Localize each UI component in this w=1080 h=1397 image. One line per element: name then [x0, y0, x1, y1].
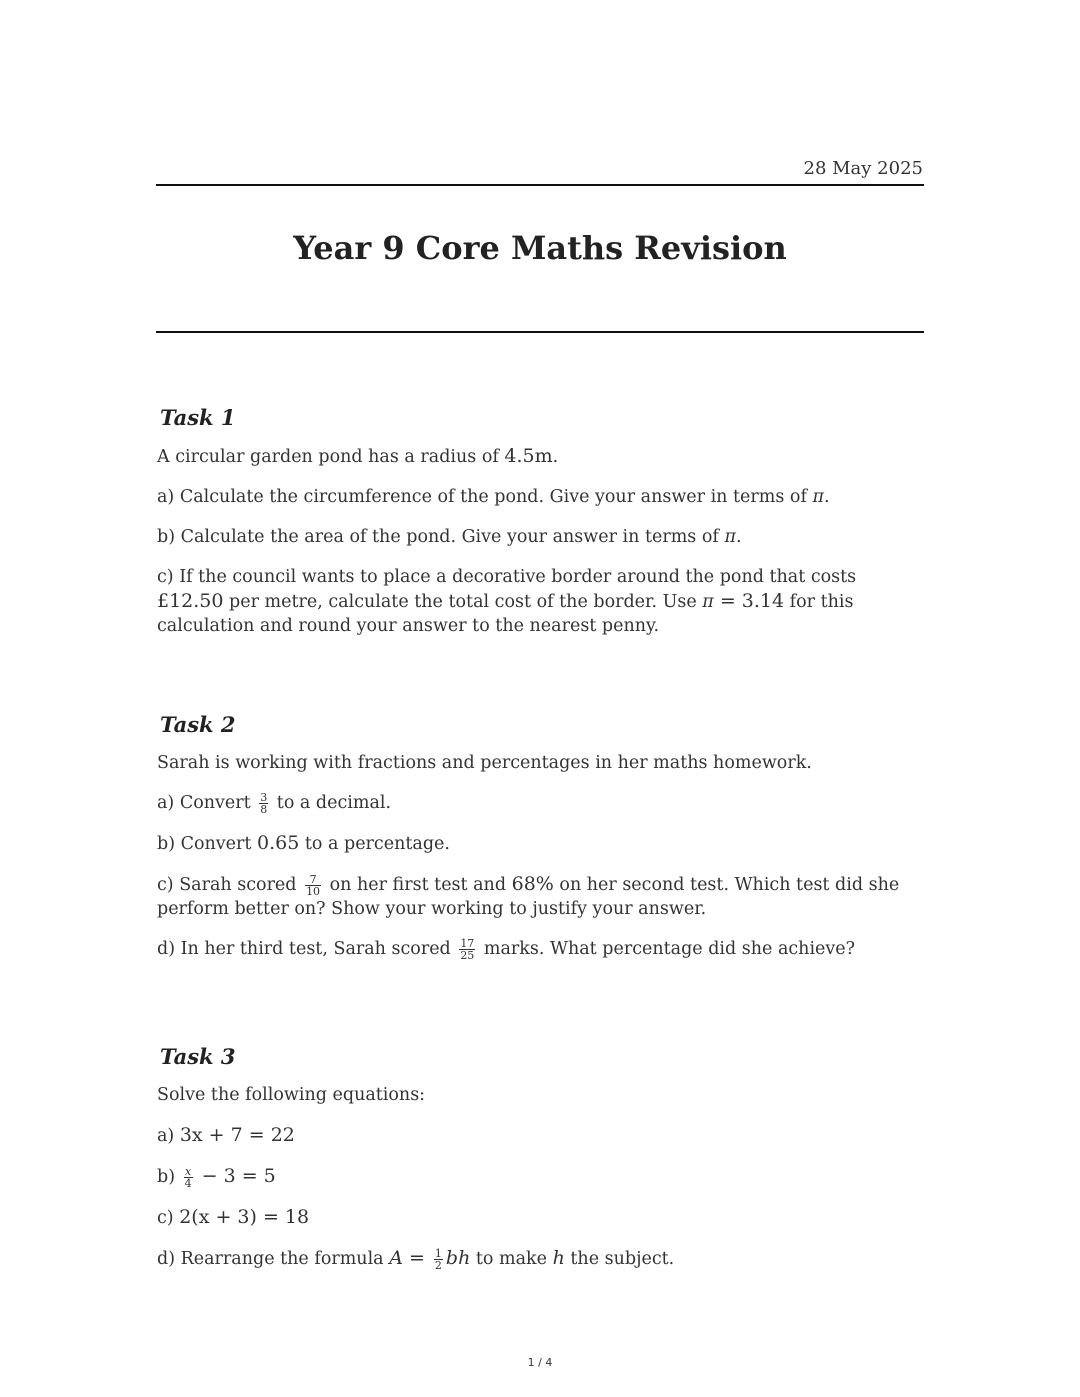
equation: − 3 = 5 — [195, 1165, 276, 1187]
text: to make — [470, 1249, 553, 1269]
text: on her first test and — [324, 875, 512, 895]
numerator: 17 — [460, 937, 475, 950]
pi-symbol: π — [702, 592, 714, 612]
numerator: 3 — [260, 791, 268, 804]
text: a) Convert — [157, 793, 257, 813]
fraction-x-4 — [184, 1166, 193, 1189]
text: d) In her third test, Sarah scored — [157, 939, 457, 959]
numerator: 7 — [305, 874, 321, 886]
task-3-question-c — [157, 1205, 925, 1230]
fraction-17-25 — [459, 938, 475, 961]
pi-symbol: π — [724, 527, 736, 547]
page-title: Year 9 Core Maths Revision — [293, 229, 787, 267]
task-2-question-b — [157, 831, 925, 856]
price-value: £12.50 — [157, 590, 224, 612]
task-2-intro: Sarah is working with fractions and percentages in her maths homework. — [157, 753, 812, 773]
variable-bh: bh — [445, 1247, 471, 1269]
decimal-value: 0.65 — [257, 832, 300, 854]
text: to a decimal. — [271, 793, 392, 813]
task-2-question-c — [157, 872, 925, 921]
text: c) If the council wants to place a decorative border around the pond that costs — [157, 567, 857, 587]
document-date: 28 May 2025 — [803, 158, 923, 179]
task-1-heading: Task 1 — [160, 405, 236, 430]
denominator: 25 — [460, 949, 475, 962]
text: c) — [157, 1208, 180, 1228]
text: . — [824, 487, 830, 507]
task-1-intro — [157, 444, 925, 469]
task-3-question-d — [157, 1246, 925, 1271]
task-3-question-b — [157, 1164, 925, 1189]
percent-value: 68% — [511, 873, 554, 895]
header-rule-bottom — [156, 331, 924, 333]
task-3-intro: Solve the following equations: — [157, 1085, 426, 1105]
task-1 — [157, 405, 925, 654]
pi-symbol: π — [812, 487, 824, 507]
equals-sign: = — [402, 1247, 431, 1269]
task-2-heading: Task 2 — [160, 712, 236, 737]
text: on her second test. Which test did she perform better on? Show your working to justify your answer. — [157, 875, 900, 919]
text: b) Calculate the area of the pond. Give your answer in terms of — [157, 527, 725, 547]
text: to a percentage. — [299, 834, 450, 854]
equation: 2(x + 3) = 18 — [179, 1206, 310, 1228]
task-3-heading: Task 3 — [160, 1044, 236, 1069]
denominator: 8 — [260, 803, 268, 816]
variable-h: h — [552, 1247, 565, 1269]
fraction-7-10 — [305, 874, 321, 897]
task-2 — [157, 712, 925, 977]
pi-approximation: = 3.14 — [713, 590, 785, 612]
text: marks. What percentage did she achieve? — [478, 939, 856, 959]
task-3 — [157, 1044, 925, 1287]
numerator: 1 — [434, 1247, 442, 1260]
task-3-question-a — [157, 1123, 925, 1148]
denominator: 4 — [184, 1177, 192, 1190]
variable-a: A — [389, 1247, 403, 1269]
fraction-3-8 — [259, 792, 268, 815]
header-rule-top — [156, 184, 924, 186]
denominator: 10 — [306, 885, 321, 898]
equation: 3x + 7 = 22 — [179, 1124, 295, 1146]
task-1-question-b — [157, 525, 925, 549]
task-1-question-a — [157, 485, 925, 509]
text: . — [735, 527, 742, 547]
text: d) Rearrange the formula — [157, 1249, 390, 1269]
task-1-question-c — [157, 565, 925, 638]
text: c) Sarah scored — [157, 875, 303, 895]
text: for this calculation and round your answer to the nearest penny. — [157, 592, 854, 636]
task-2-question-d — [157, 937, 925, 961]
text: per metre, calculate the total cost of the border. Use — [223, 592, 703, 612]
text: . — [552, 447, 559, 467]
fraction-1-2 — [434, 1248, 443, 1271]
text: A circular garden pond has a radius of — [157, 447, 505, 467]
radius-value: 4.5m — [504, 445, 553, 467]
text: a) — [157, 1126, 180, 1146]
task-2-question-a — [157, 791, 925, 815]
denominator: 2 — [434, 1259, 442, 1272]
text: b) Convert — [157, 834, 257, 854]
text: the subject. — [564, 1249, 675, 1269]
text: a) Calculate the circumference of the pond. Give your answer in terms of — [157, 487, 813, 507]
text: b) — [157, 1167, 181, 1187]
page-indicator: 1 / 4 — [527, 1356, 553, 1369]
numerator: x — [184, 1165, 192, 1178]
